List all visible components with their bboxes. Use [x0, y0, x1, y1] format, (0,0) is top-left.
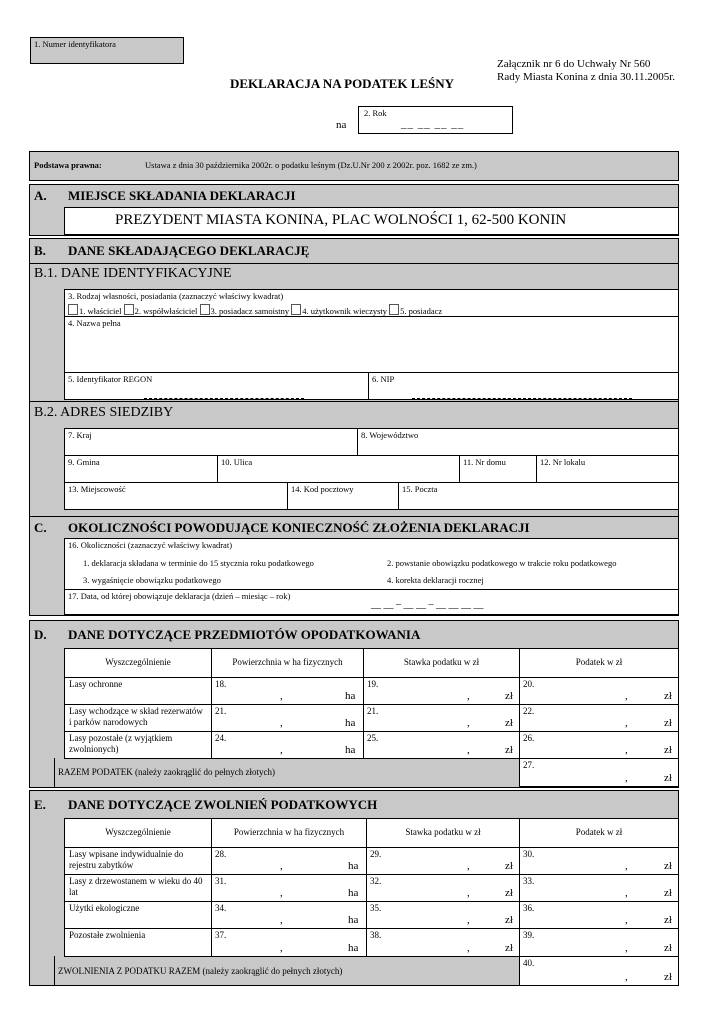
- regon-label: 5. Identyfikator REGON: [68, 374, 153, 384]
- d-area-18[interactable]: [211, 677, 364, 705]
- d-tax-26[interactable]: [519, 731, 679, 759]
- option-perpetual-user: 4. użytkownik wieczysty: [302, 306, 388, 316]
- regon-field[interactable]: [64, 372, 369, 400]
- field-number: 32.: [370, 876, 382, 886]
- ownership-options: [68, 304, 675, 316]
- field-number: 30.: [523, 849, 535, 859]
- decimal-comma: ,: [280, 914, 283, 926]
- section-e-title: DANE DOTYCZĄCE ZWOLNIEŃ PODATKOWYCH: [68, 797, 378, 812]
- option-correction[interactable]: 4. korekta deklaracji rocznej: [387, 575, 484, 585]
- e-header-description: Wyszczególnienie: [64, 818, 212, 848]
- unit-zl: zł: [664, 744, 672, 756]
- divider: [29, 263, 679, 264]
- d-header-rate: Stawka podatku w zł: [363, 648, 520, 678]
- decimal-comma: ,: [280, 942, 283, 954]
- field-number: 21.: [367, 706, 379, 716]
- e-rate-38[interactable]: [366, 928, 520, 957]
- city-label: 13. Miejscowość: [68, 484, 126, 494]
- decimal-comma: ,: [467, 887, 470, 899]
- postal-code-label: 14. Kod pocztowy: [291, 484, 354, 494]
- na-label: na: [336, 119, 347, 131]
- e-area-31[interactable]: [211, 874, 367, 902]
- field-number: 38.: [370, 930, 382, 940]
- field-number: 20.: [523, 679, 535, 689]
- year-label: 2. Rok: [364, 108, 387, 118]
- option-arising-during-year[interactable]: 2. powstanie obowiązku podatkowego w trakcie roku podatkowego: [387, 558, 617, 568]
- legal-basis-text: Ustawa z dnia 30 października 2002r. o podatku leśnym (Dz.U.Nr 200 z 2002r. poz. 1682 ze zm.): [145, 160, 477, 170]
- section-c-letter: C.: [34, 520, 47, 535]
- nip-underline: [412, 398, 632, 399]
- e-rate-32[interactable]: [366, 874, 520, 902]
- annex-line-1: Załącznik nr 6 do Uchwały Nr 560: [497, 58, 651, 70]
- unit-ha: ha: [348, 860, 359, 872]
- option-independent-holder: 3. posiadacz samoistny: [210, 306, 290, 316]
- e-header-area: Powierzchnia w ha fizycznych: [211, 818, 367, 848]
- decimal-comma: ,: [467, 744, 470, 756]
- option-expiry[interactable]: 3. wygaśnięcie obowiązku podatkowego: [83, 575, 221, 585]
- house-number-field[interactable]: [459, 455, 537, 483]
- decimal-comma: ,: [625, 772, 628, 784]
- street-label: 10. Ulica: [221, 457, 253, 467]
- unit-zl: zł: [664, 717, 672, 729]
- field-number: 22.: [523, 706, 535, 716]
- ownership-type-field: [64, 289, 679, 317]
- unit-ha: ha: [345, 717, 356, 729]
- decimal-comma: ,: [467, 860, 470, 872]
- house-number-label: 11. Nr domu: [463, 457, 506, 467]
- unit-zl: zł: [505, 942, 513, 954]
- decimal-comma: ,: [467, 717, 470, 729]
- country-field[interactable]: [64, 428, 358, 456]
- field-number: 24.: [215, 733, 227, 743]
- full-name-field[interactable]: [64, 316, 679, 373]
- option-holder: 5. posiadacz: [400, 306, 443, 316]
- e-row-label: Pozostałe zwolnienia: [64, 928, 212, 957]
- option-on-time[interactable]: 1. deklaracja składana w terminie do 15 stycznia roku podatkowego: [83, 558, 314, 568]
- decimal-comma: ,: [280, 744, 283, 756]
- identifier-label: 1. Numer identyfikatora: [34, 39, 116, 49]
- decimal-comma: ,: [625, 744, 628, 756]
- unit-zl: zł: [505, 744, 513, 756]
- e-total-40[interactable]: [519, 956, 679, 986]
- field-number: 26.: [523, 733, 535, 743]
- e-header-rate: Stawka podatku w zł: [366, 818, 520, 848]
- checkbox-co-owner[interactable]: [124, 304, 134, 315]
- e-tax-30[interactable]: [519, 847, 679, 875]
- postal-code-field[interactable]: [287, 482, 399, 510]
- unit-zl: zł: [664, 887, 672, 899]
- street-field[interactable]: [217, 455, 460, 483]
- b2-title: B.2. ADRES SIEDZIBY: [34, 405, 174, 420]
- post-office-field[interactable]: [398, 482, 679, 510]
- e-header-tax: Podatek w zł: [519, 818, 679, 848]
- legal-basis-label: Podstawa prawna:: [34, 160, 102, 170]
- section-d-title: DANE DOTYCZĄCE PRZEDMIOTÓW OPODATKOWANIA: [68, 627, 421, 642]
- country-label: 7. Kraj: [68, 430, 92, 440]
- e-rate-35[interactable]: [366, 901, 520, 929]
- checkbox-perpetual-user[interactable]: [291, 304, 301, 315]
- d-area-24[interactable]: [211, 731, 364, 759]
- decimal-comma: ,: [625, 914, 628, 926]
- checkbox-owner[interactable]: [68, 304, 78, 315]
- d-row-label: Lasy pozostałe (z wyjątkiem zwolnionych): [64, 731, 212, 759]
- unit-zl: zł: [664, 772, 672, 784]
- e-tax-39[interactable]: [519, 928, 679, 957]
- d-tax-22[interactable]: [519, 704, 679, 732]
- option-owner: 1. właściciel: [79, 306, 122, 316]
- decimal-comma: ,: [280, 860, 283, 872]
- d-row-label: Lasy wchodzące w skład rezerwatów i parków narodowych: [64, 704, 212, 732]
- section-a-letter: A.: [34, 188, 47, 203]
- decimal-comma: ,: [625, 887, 628, 899]
- field-number: 36.: [523, 903, 535, 913]
- d-header-area: Powierzchnia w ha fizycznych: [211, 648, 364, 678]
- voivodeship-label: 8. Województwo: [361, 430, 419, 440]
- field-number: 31.: [215, 876, 227, 886]
- unit-zl: zł: [664, 690, 672, 702]
- e-rate-29[interactable]: [366, 847, 520, 875]
- section-d-letter: D.: [34, 627, 47, 642]
- decimal-comma: ,: [467, 914, 470, 926]
- d-rate-21[interactable]: [363, 704, 520, 732]
- apartment-number-field[interactable]: [536, 455, 679, 483]
- city-field[interactable]: [64, 482, 288, 510]
- d-rate-19[interactable]: [363, 677, 520, 705]
- decimal-comma: ,: [625, 971, 628, 983]
- decimal-comma: ,: [625, 690, 628, 702]
- unit-ha: ha: [348, 914, 359, 926]
- field-number: 28.: [215, 849, 227, 859]
- e-row-label: Użytki ekologiczne: [64, 901, 212, 929]
- annex-note: [497, 58, 717, 84]
- full-name-label: 4. Nazwa pełna: [68, 318, 121, 328]
- field-number: 35.: [370, 903, 382, 913]
- unit-ha: ha: [348, 942, 359, 954]
- nip-field[interactable]: [368, 372, 679, 400]
- d-tax-20[interactable]: [519, 677, 679, 705]
- field-number: 39.: [523, 930, 535, 940]
- d-total-27[interactable]: [519, 758, 679, 787]
- divider: [54, 758, 55, 787]
- d-header-description: Wyszczególnienie: [64, 648, 212, 678]
- field-number: 34.: [215, 903, 227, 913]
- effective-date-field[interactable]: [64, 589, 679, 615]
- e-tax-36[interactable]: [519, 901, 679, 929]
- checkbox-independent-holder[interactable]: [200, 304, 210, 315]
- decimal-comma: ,: [280, 717, 283, 729]
- field-number: 40.: [523, 958, 535, 968]
- field-number: 21.: [215, 706, 227, 716]
- d-header-tax: Podatek w zł: [519, 648, 679, 678]
- d-area-21[interactable]: [211, 704, 364, 732]
- decimal-comma: ,: [467, 690, 470, 702]
- decimal-comma: ,: [280, 690, 283, 702]
- e-row-label: Lasy z drzewostanem w wieku do 40 lat: [64, 874, 212, 902]
- ownership-type-label: 3. Rodzaj własności, posiadania (zaznaczyć właściwy kwadrat): [68, 291, 284, 301]
- effective-date-placeholder: __ __ – __ __ – __ __ __ __: [371, 599, 484, 610]
- section-c-title: OKOLICZNOŚCI POWODUJĄCE KONIECZNOŚĆ ZŁOŻENIA DEKLARACJI: [68, 520, 530, 535]
- unit-ha: ha: [345, 690, 356, 702]
- circumstances-label: 16. Okoliczności (zaznaczyć właściwy kwadrat): [68, 540, 233, 550]
- unit-zl: zł: [505, 887, 513, 899]
- post-office-label: 15. Poczta: [402, 484, 438, 494]
- d-row-label: Lasy ochronne: [64, 677, 212, 705]
- decimal-comma: ,: [625, 860, 628, 872]
- e-row-label: Lasy wpisane indywidualnie do rejestru zabytków: [64, 847, 212, 875]
- voivodeship-field[interactable]: [357, 428, 679, 456]
- nip-label: 6. NIP: [372, 374, 395, 384]
- apartment-number-label: 12. Nr lokalu: [540, 457, 586, 467]
- d-total-label: RAZEM PODATEK (należy zaokrąglić do pełnych złotych): [58, 767, 275, 777]
- year-placeholder: __ __ __ __: [401, 118, 465, 130]
- year-field[interactable]: [358, 106, 513, 134]
- regon-underline: [144, 398, 304, 399]
- b1-title: B.1. DANE IDENTYFIKACYJNE: [34, 266, 232, 281]
- form-title: DEKLARACJA NA PODATEK LEŚNY: [230, 76, 455, 91]
- section-a-title: MIEJSCE SKŁADANIA DEKLARACJI: [68, 188, 296, 203]
- field-number: 18.: [215, 679, 227, 689]
- field-number: 33.: [523, 876, 535, 886]
- divider: [29, 401, 679, 402]
- unit-zl: zł: [664, 942, 672, 954]
- unit-zl: zł: [505, 860, 513, 872]
- section-e-letter: E.: [34, 797, 46, 812]
- field-number: 37.: [215, 930, 227, 940]
- unit-zl: zł: [664, 914, 672, 926]
- unit-zl: zł: [664, 971, 672, 983]
- e-total-label: ZWOLNIENIA Z PODATKU RAZEM (należy zaokrąglić do pełnych złotych): [58, 966, 343, 976]
- e-area-37[interactable]: [211, 928, 367, 957]
- section-b-title: DANE SKŁADAJĄCEGO DEKLARACJĘ: [68, 243, 310, 258]
- commune-label: 9. Gmina: [68, 457, 100, 467]
- identifier-box: [30, 37, 184, 64]
- unit-zl: zł: [505, 914, 513, 926]
- field-number: 25.: [367, 733, 379, 743]
- legal-basis-row: [29, 151, 679, 181]
- submission-place-field: [64, 207, 679, 235]
- divider: [54, 956, 55, 985]
- section-b-letter: B.: [34, 243, 46, 258]
- e-area-34[interactable]: [211, 901, 367, 929]
- option-co-owner: 2. współwłaściciel: [134, 306, 198, 316]
- unit-zl: zł: [505, 690, 513, 702]
- decimal-comma: ,: [625, 717, 628, 729]
- unit-zl: zł: [505, 717, 513, 729]
- submission-place: PREZYDENT MIASTA KONINA, PLAC WOLNOŚCI 1, 62-500 KONIN: [115, 212, 567, 228]
- commune-field[interactable]: [64, 455, 218, 483]
- unit-ha: ha: [345, 744, 356, 756]
- annex-line-2: Rady Miasta Konina z dnia 30.11.2005r.: [497, 71, 676, 83]
- e-tax-33[interactable]: [519, 874, 679, 902]
- field-number: 27.: [523, 760, 535, 770]
- unit-ha: ha: [348, 887, 359, 899]
- circumstances-field: [64, 538, 679, 590]
- decimal-comma: ,: [625, 942, 628, 954]
- effective-date-label: 17. Data, od której obowiązuje deklaracja (dzień – miesiąc – rok): [68, 591, 291, 601]
- unit-zl: zł: [664, 860, 672, 872]
- decimal-comma: ,: [280, 887, 283, 899]
- e-area-28[interactable]: [211, 847, 367, 875]
- field-number: 19.: [367, 679, 379, 689]
- d-rate-25[interactable]: [363, 731, 520, 759]
- field-number: 29.: [370, 849, 382, 859]
- checkbox-holder[interactable]: [389, 304, 399, 315]
- decimal-comma: ,: [467, 942, 470, 954]
